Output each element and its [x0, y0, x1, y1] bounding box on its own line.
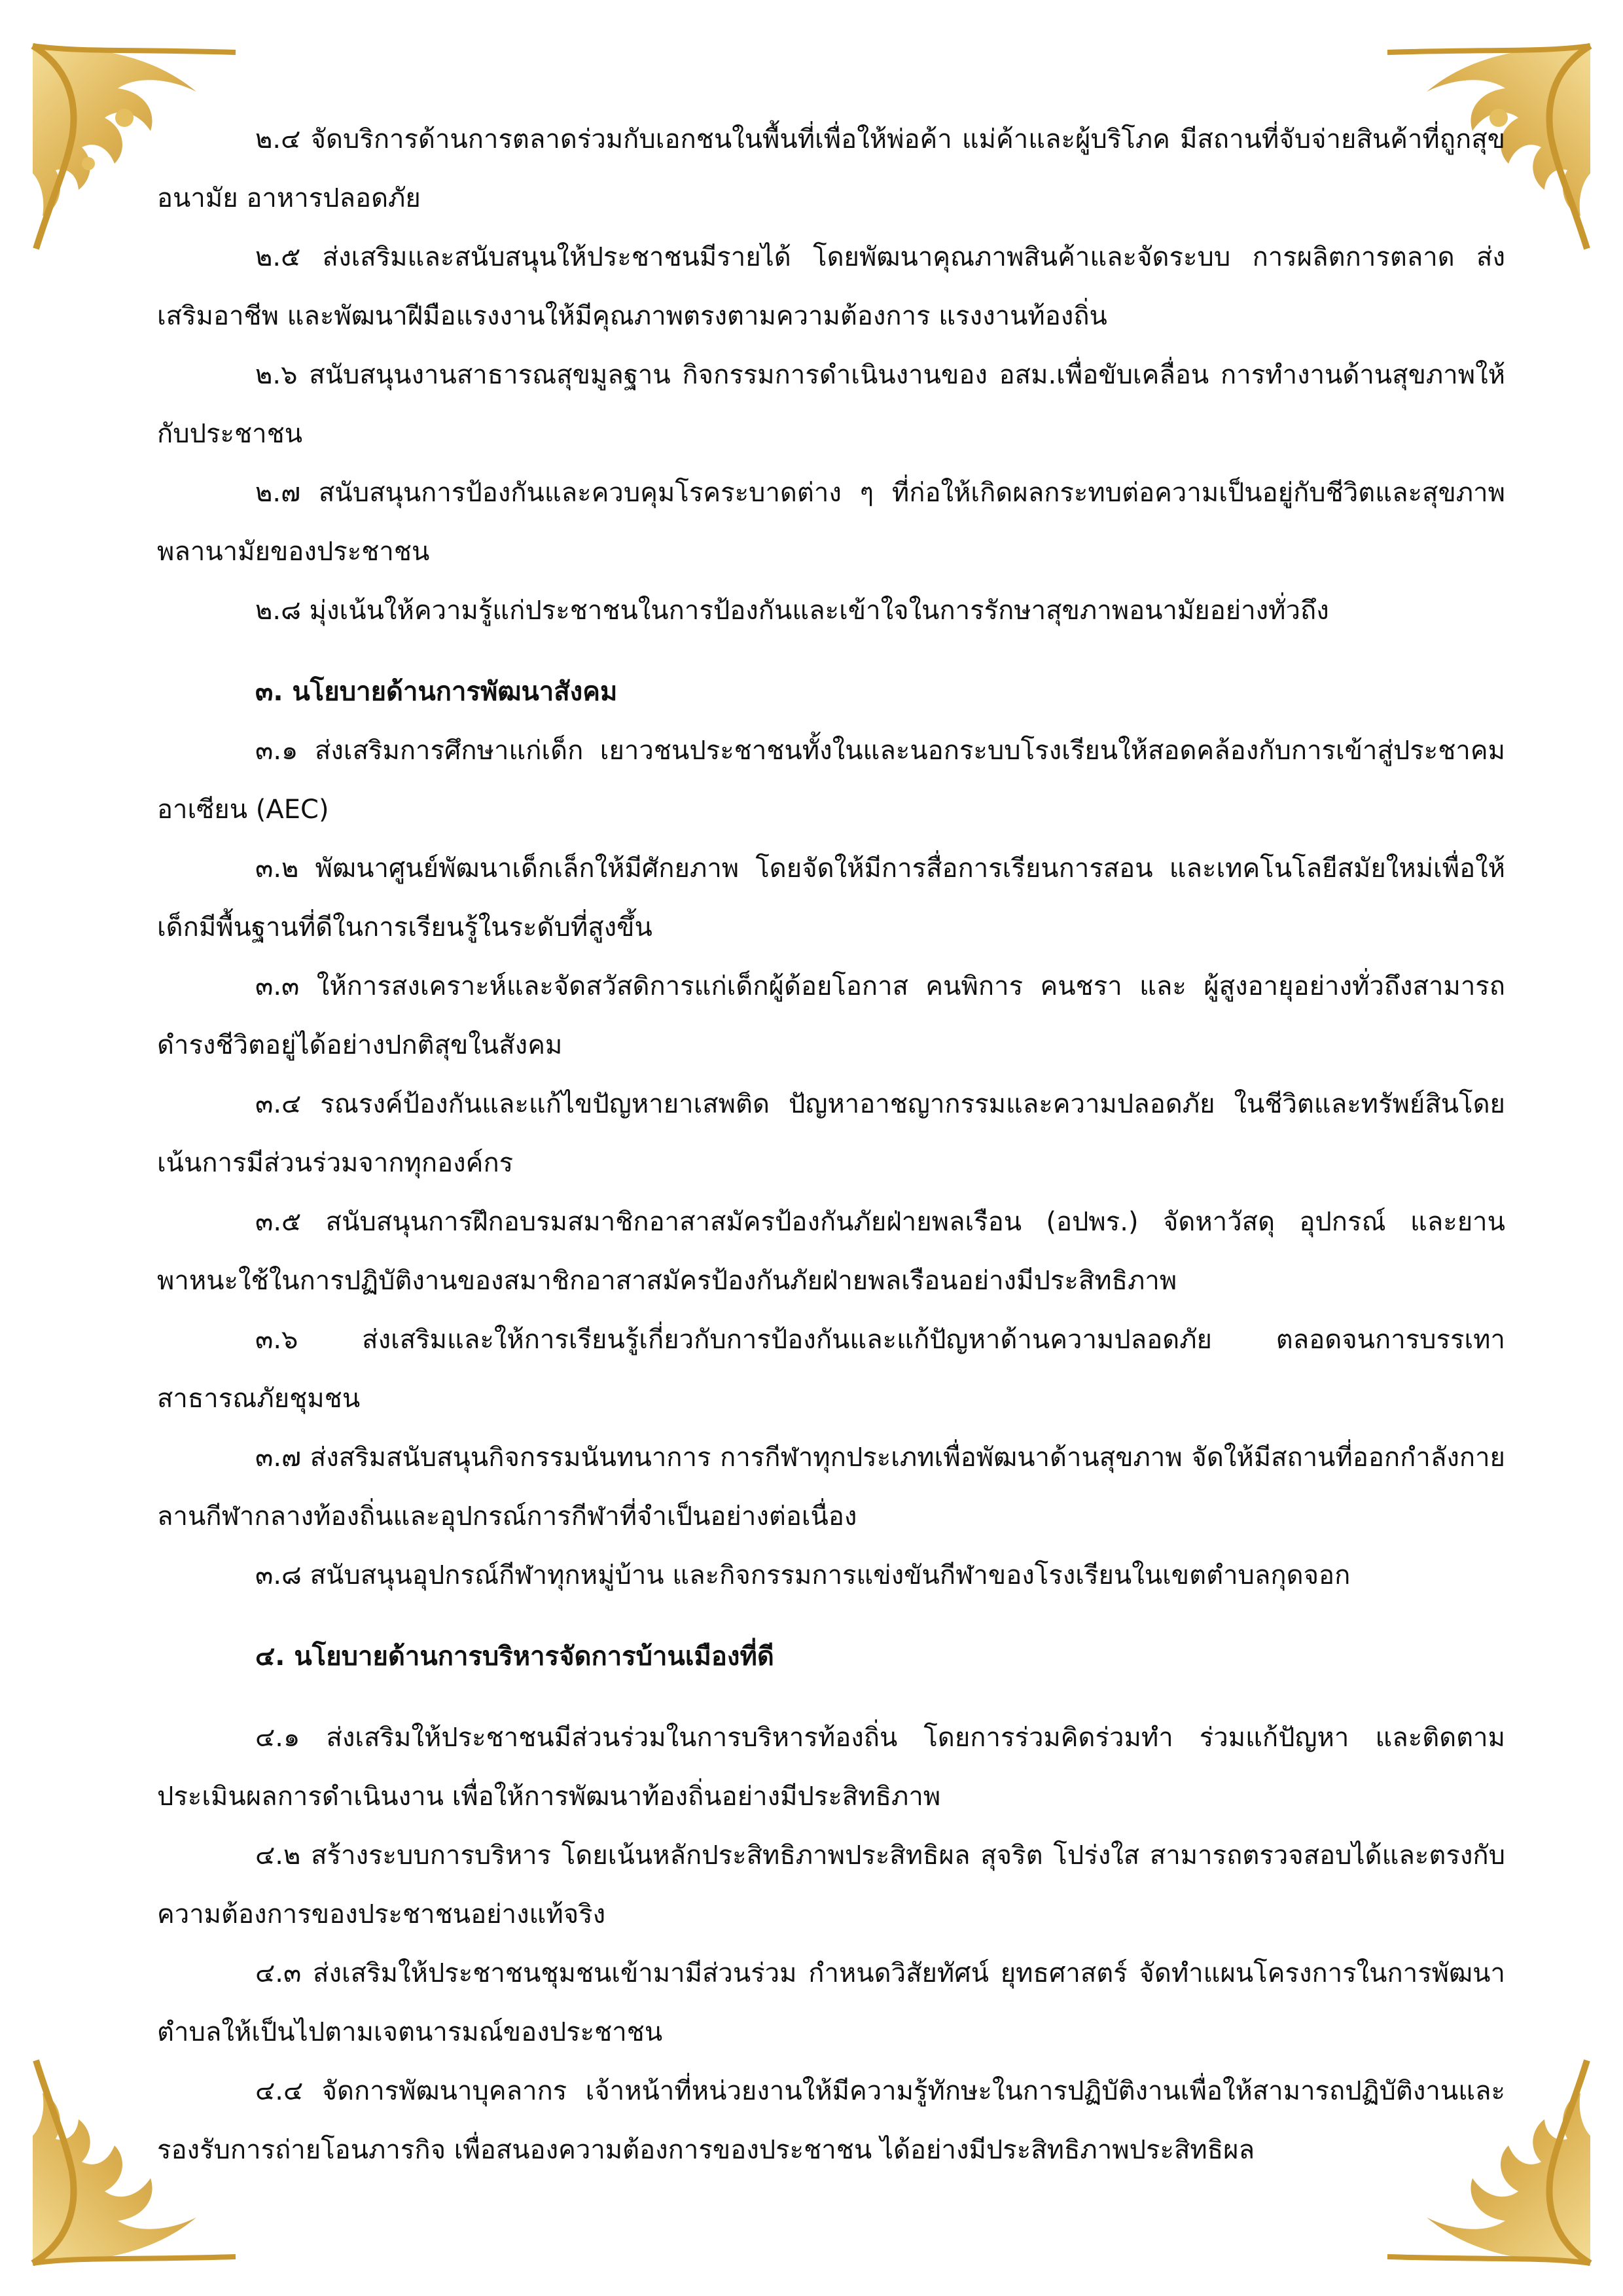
policy-item-3-3: ๓.๓ ให้การสงเคราะห์และจัดสวัสดิการแก่เด็กผู้ด้อยโอกาส คนพิการ คนชรา และ ผู้สูงอายุอย่างทั่วถึงสามารถดำรงชีวิตอยู่ได้อย่างปกติสุขในสังคม	[157, 971, 1505, 1060]
policy-item-2-8: ๒.๘ มุ่งเน้นให้ความรู้แก่ประชาชนในการป้องกันและเข้าใจในการรักษาสุขภาพอนามัยอย่างทั่วถึง	[255, 596, 1329, 626]
policy-item-2-7: ๒.๗ สนับสนุนการป้องกันและควบคุมโรคระบาดต่าง ๆ ที่ก่อให้เกิดผลกระทบต่อความเป็นอยู่กับชีวิตและสุขภาพพลานามัยของประชาชน	[157, 478, 1505, 567]
policy-item-4-1: ๔.๑ ส่งเสริมให้ประชาชนมีส่วนร่วมในการบริหารท้องถิ่น โดยการร่วมคิดร่วมทำ ร่วมแก้ปัญหา และติดตามประเมินผลการดำเนินงาน เพื่อให้การพัฒนาท้องถิ่นอย่างมีประสิทธิภาพ	[157, 1723, 1505, 1812]
policy-item-3-2: ๓.๒ พัฒนาศูนย์พัฒนาเด็กเล็กให้มีศักยภาพ โดยจัดให้มีการสื่อการเรียนการสอน และเทคโนโลยีสมัยใหม่เพื่อให้เด็กมีพื้นฐานที่ดีในการเรียนรู้ในระดับที่สูงขึ้น	[157, 853, 1505, 942]
policy-item-2-6: ๒.๖ สนับสนุนงานสาธารณสุขมูลฐาน กิจกรรมการดำเนินงานของ อสม.เพื่อขับเคลื่อน การทำงานด้านสุขภาพให้กับประชาชน	[157, 360, 1505, 449]
policy-item-3-4: ๓.๔ รณรงค์ป้องกันและแก้ไขปัญหายาเสพติด ปัญหาอาชญากรรมและความปลอดภัย ในชีวิตและทรัพย์สินโดยเน้นการมีส่วนร่วมจากทุกองค์กร	[157, 1089, 1505, 1178]
policy-item-3-7: ๓.๗ ส่งสริมสนับสนุนกิจกรรมนันทนาการ การกีฬาทุกประเภทเพื่อพัฒนาด้านสุขภาพ จัดให้มีสถานที่ออกกำลังกาย ลานกีฬากลางท้องถิ่นและอุปกรณ์การกีฬาที่จำเป็นอย่างต่อเนื่อง	[157, 1443, 1505, 1532]
policy-item-3-5: ๓.๕ สนับสนุนการฝึกอบรมสมาชิกอาสาสมัครป้องกันภัยฝ่ายพลเรือน (อปพร.) จัดหาวัสดุ อุปกรณ์ และยานพาหนะใช้ในการปฏิบัติงานของสมาชิกอาสาสมัครป้องกันภัยฝ่ายพลเรือนอย่างมีประสิทธิภาพ	[157, 1207, 1505, 1296]
policy-item-3-1: ๓.๑ ส่งเสริมการศึกษาแก่เด็ก เยาวชนประชาชนทั้งในและนอกระบบโรงเรียนให้สอดคล้องกับการเข้าสู่ประชาคมอาเซียน (AEC)	[157, 736, 1505, 825]
policy-item-3-6: ๓.๖ ส่งเสริมและให้การเรียนรู้เกี่ยวกับการป้องกันและแก้ปัญหาด้านความปลอดภัย ตลอดจนการบรรเทาสาธารณภัยชุมชน	[157, 1325, 1505, 1414]
policy-item-3-8: ๓.๘ สนับสนุนอุปกรณ์กีฬาทุกหมู่บ้าน และกิจกรรมการแข่งขันกีฬาของโรงเรียนในเขตตำบลกุดจอก	[255, 1560, 1351, 1590]
policy-item-2-5: ๒.๕ ส่งเสริมและสนับสนุนให้ประชาชนมีรายได้ โดยพัฒนาคุณภาพสินค้าและจัดระบบ การผลิตการตลาด ส่งเสริมอาชีพ และพัฒนาฝีมือแรงงานให้มีคุณภาพตรงตามความต้องการ แรงงานท้องถิ่น	[157, 242, 1505, 331]
policy-item-4-3: ๔.๓ ส่งเสริมให้ประชาชนชุมชนเข้ามามีส่วนร่วม กำหนดวิสัยทัศน์ ยุทธศาสตร์ จัดทำแผนโครงการในการพัฒนาตำบลให้เป็นไปตามเจตนารมณ์ของประชาชน	[157, 1958, 1505, 2047]
policy-item-4-2: ๔.๒ สร้างระบบการบริหาร โดยเน้นหลักประสิทธิภาพประสิทธิผล สุจริต โปร่งใส สามารถตรวจสอบได้และตรงกับความต้องการของประชาชนอย่างแท้จริง	[157, 1840, 1505, 1929]
section-heading-3: ๓. นโยบายด้านการพัฒนาสังคม	[255, 677, 618, 707]
policy-item-2-4: ๒.๔ จัดบริการด้านการตลาดร่วมกับเอกชนในพื้นที่เพื่อให้พ่อค้า แม่ค้าและผู้บริโภค มีสถานที่จับจ่ายสินค้าที่ถูกสุขอนามัย อาหารปลอดภัย	[157, 124, 1505, 213]
section-heading-4: ๔. นโยบายด้านการบริหารจัดการบ้านเมืองที่ดี	[255, 1641, 774, 1672]
document-body	[157, 110, 1505, 2179]
policy-item-4-4: ๔.๔ จัดการพัฒนาบุคลากร เจ้าหน้าที่หน่วยงานให้มีความรู้ทักษะในการปฏิบัติงานเพื่อให้สามารถปฏิบัติงานและรองรับการถ่ายโอนภารกิจ เพื่อสนองความต้องการของประชาชน ได้อย่างมีประสิทธิภาพประสิทธิผล	[157, 2076, 1505, 2165]
